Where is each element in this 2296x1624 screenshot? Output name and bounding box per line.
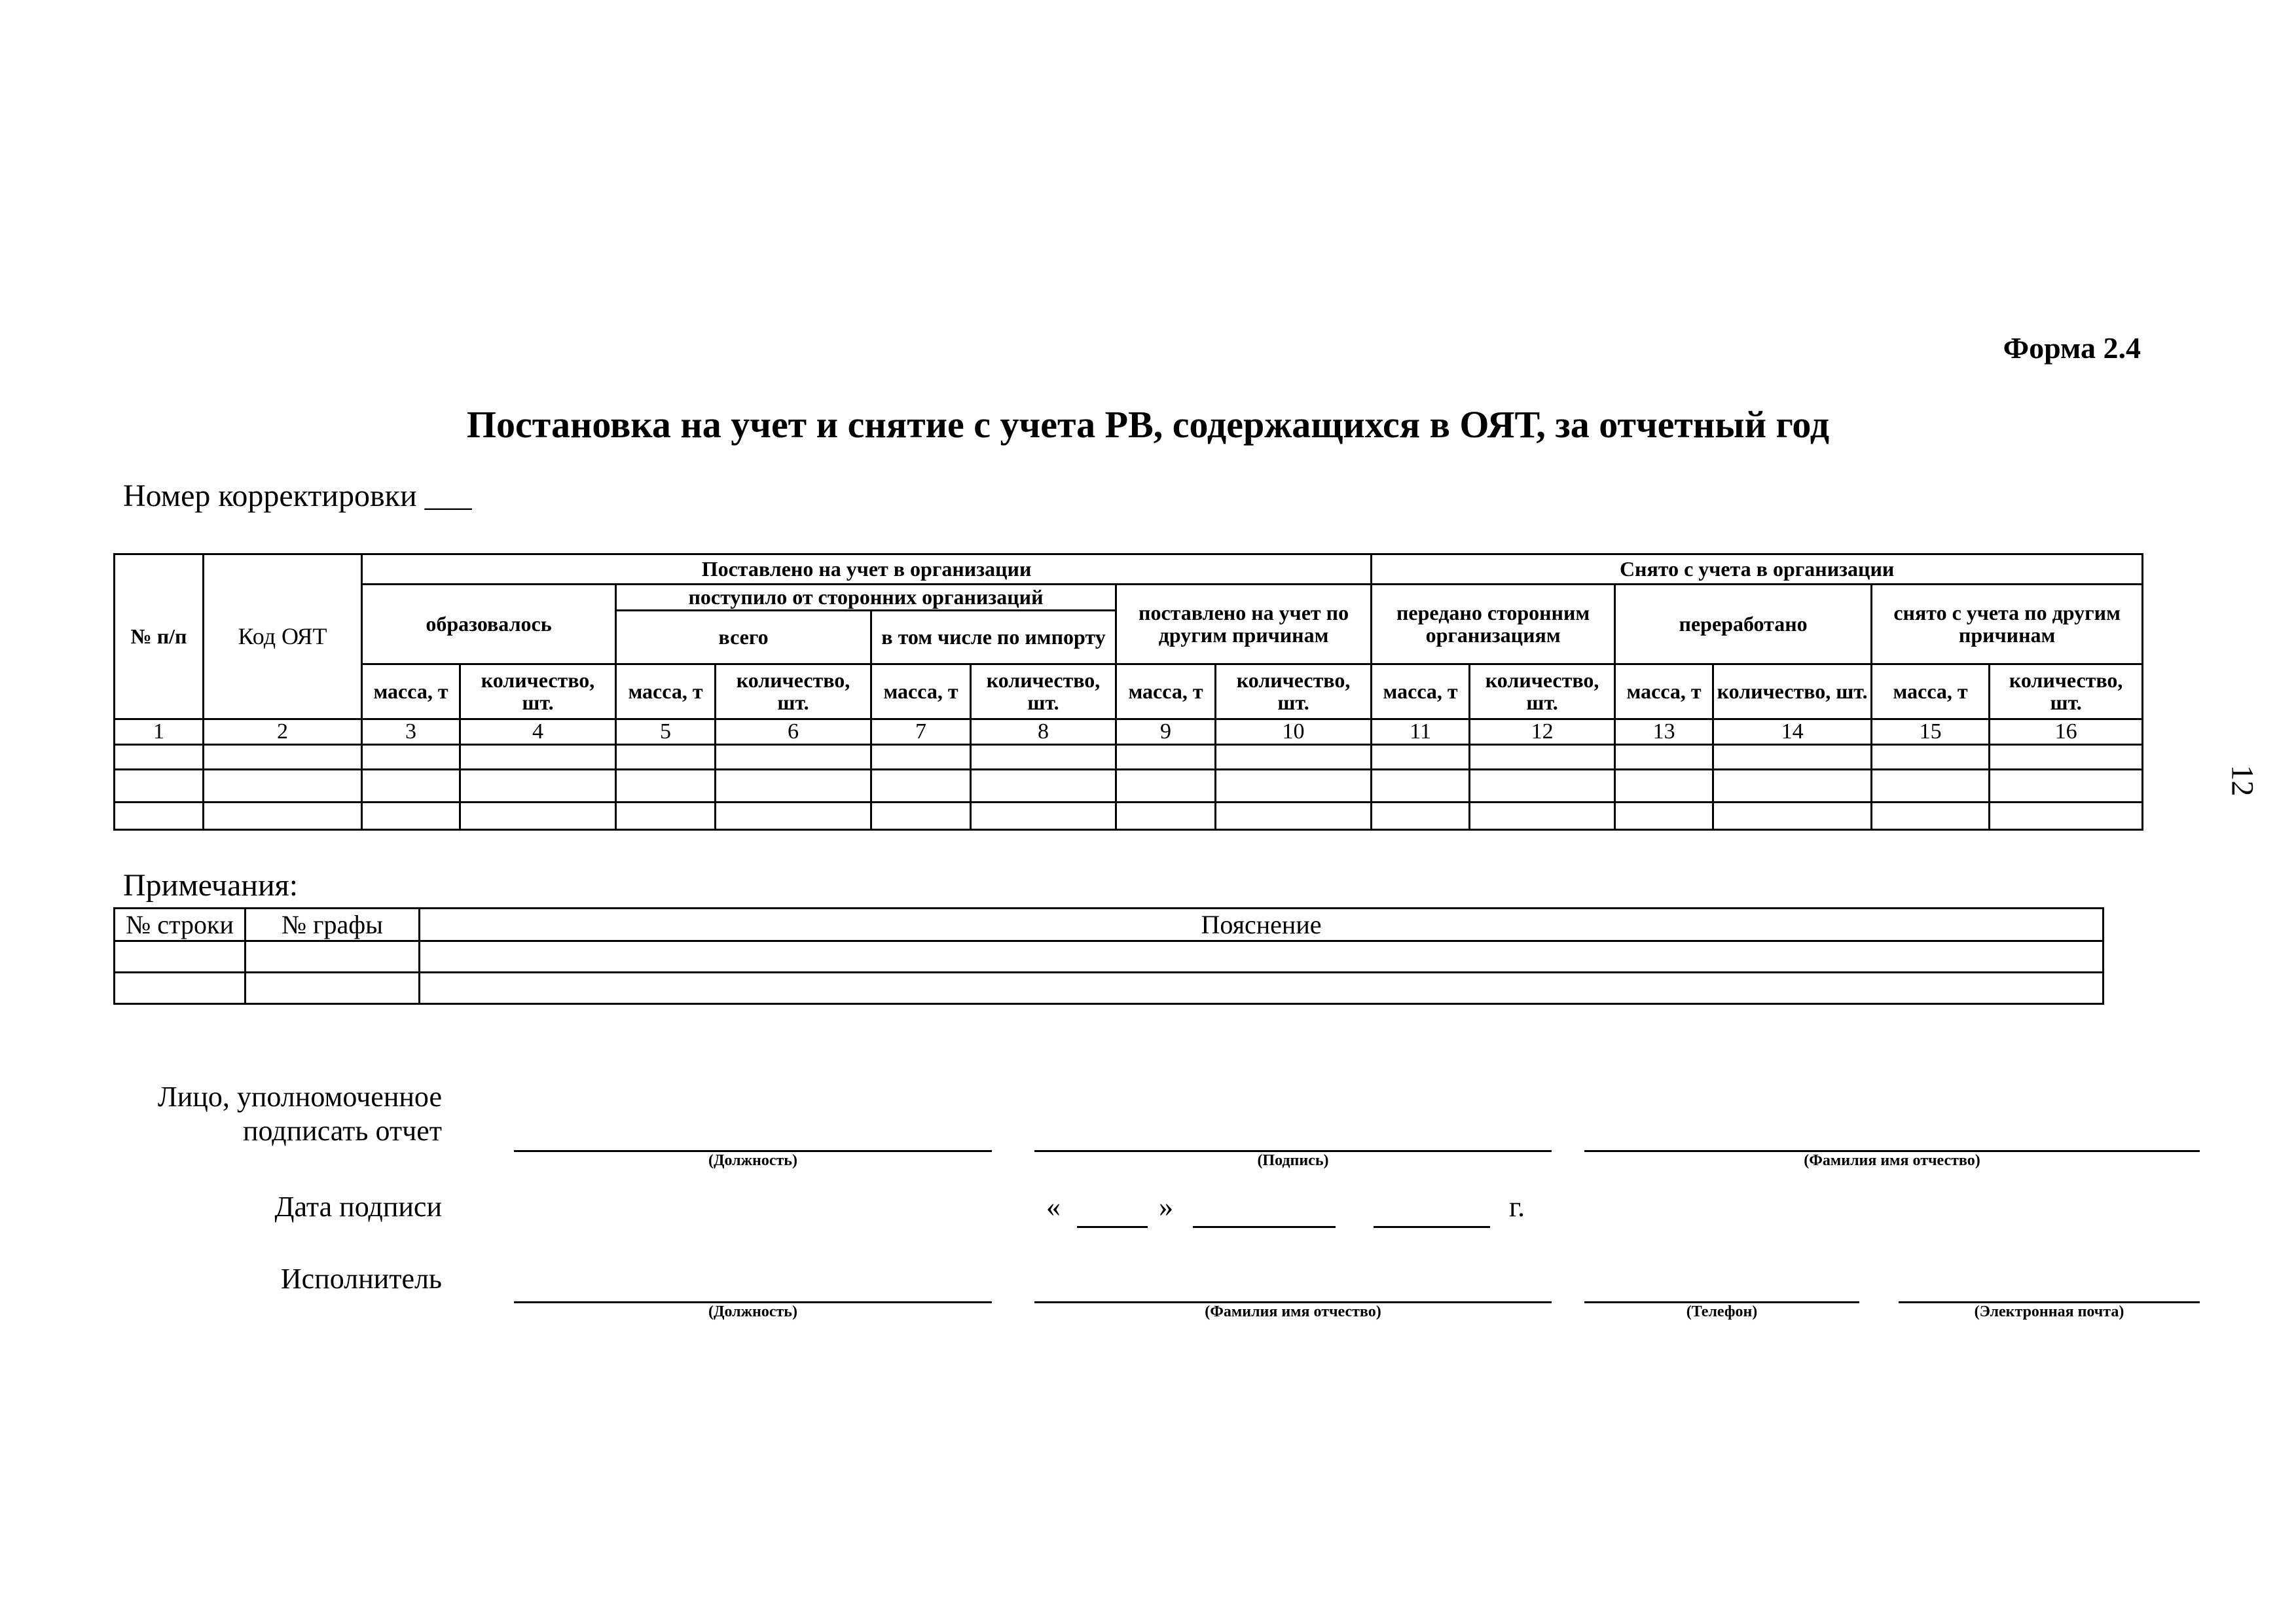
table-row[interactable] <box>115 802 2143 829</box>
column-number: 8 <box>971 719 1116 745</box>
header-mass: масса, т <box>616 664 716 719</box>
phone-caption: (Телефон) <box>1686 1303 1758 1320</box>
notes-title: Примечания: <box>123 868 299 903</box>
header-quantity: количество, шт. <box>460 664 616 719</box>
sub-header-total: всего <box>616 611 871 664</box>
header-mass: масса, т <box>1615 664 1713 719</box>
sub-header-import: в том числе по импорту <box>871 611 1116 664</box>
notes-header-row-no: № строки <box>115 909 246 941</box>
col-header-no: № п/п <box>115 554 204 719</box>
correction-number-field: Номер корректировки ___ <box>123 478 472 513</box>
column-number: 5 <box>616 719 716 745</box>
document-title: Постановка на учет и снятие с учета РВ, содержащихся в ОЯТ, за отчетный год <box>466 403 1830 446</box>
date-open-quote: « <box>1046 1191 1061 1223</box>
executor-label: Исполнитель <box>280 1263 442 1295</box>
header-mass: масса, т <box>1116 664 1216 719</box>
table-row[interactable] <box>115 973 2104 1004</box>
sub-header-other-removed: снято с учета по другим причинам <box>1872 585 2143 664</box>
notes-header-explanation: Пояснение <box>420 909 2104 941</box>
column-number: 9 <box>1116 719 1216 745</box>
sub-header-other-registered: поставлено на учет по другим причинам <box>1116 585 1372 664</box>
column-number: 16 <box>1990 719 2143 745</box>
header-quantity: количество, шт. <box>1216 664 1372 719</box>
header-mass: масса, т <box>1372 664 1470 719</box>
registration-table <box>113 553 2143 831</box>
fullname-caption: (Фамилия имя отчество) <box>1804 1152 1980 1169</box>
column-number: 1 <box>115 719 204 745</box>
column-number: 6 <box>716 719 871 745</box>
date-close-quote: » <box>1159 1191 1173 1223</box>
date-year-suffix: г. <box>1509 1191 1525 1223</box>
column-number: 15 <box>1872 719 1990 745</box>
column-number: 2 <box>204 719 362 745</box>
header-quantity: количество, шт. <box>1990 664 2143 719</box>
table-row[interactable] <box>115 941 2104 973</box>
header-quantity: количество, шт. <box>971 664 1116 719</box>
authorized-person-label: Лицо, уполномоченное подписать отчет <box>157 1081 442 1147</box>
column-number: 11 <box>1372 719 1470 745</box>
column-number: 3 <box>362 719 460 745</box>
header-mass: масса, т <box>1872 664 1990 719</box>
header-quantity: количество, шт. <box>716 664 871 719</box>
table-row[interactable] <box>115 769 2143 802</box>
header-quantity: количество, шт. <box>1470 664 1615 719</box>
column-number: 13 <box>1615 719 1713 745</box>
header-mass: масса, т <box>362 664 460 719</box>
column-number: 4 <box>460 719 616 745</box>
sub-header-transferred: передано сторонним организациям <box>1372 585 1615 664</box>
group-header-removed: Снято с учета в организации <box>1372 554 2143 585</box>
column-number: 12 <box>1470 719 1615 745</box>
column-number: 10 <box>1216 719 1372 745</box>
sub-header-received: поступило от сторонних организаций <box>616 585 1116 611</box>
col-header-code: Код ОЯТ <box>204 554 362 719</box>
executor-position-caption: (Должность) <box>708 1303 797 1320</box>
group-header-registered: Поставлено на учет в организации <box>362 554 1372 585</box>
date-month-line[interactable] <box>1193 1226 1336 1228</box>
header-mass: масса, т <box>871 664 971 719</box>
header-quantity: количество, шт. <box>1713 664 1872 719</box>
date-year-line[interactable] <box>1374 1226 1490 1228</box>
notes-table <box>113 907 2104 1005</box>
column-number: 14 <box>1713 719 1872 745</box>
sub-header-processed: переработано <box>1615 585 1872 664</box>
form-number: Форма 2.4 <box>2003 331 2141 365</box>
table-row[interactable] <box>115 744 2143 769</box>
executor-fullname-caption: (Фамилия имя отчество) <box>1205 1303 1381 1320</box>
email-caption: (Электронная почта) <box>1974 1303 2124 1320</box>
signature-caption: (Подпись) <box>1257 1152 1329 1169</box>
signature-date-label: Дата подписи <box>274 1191 442 1223</box>
notes-header-column-no: № графы <box>246 909 420 941</box>
sub-header-formed: образовалось <box>362 585 616 664</box>
position-caption: (Должность) <box>708 1152 797 1169</box>
page-number: 12 <box>2225 765 2260 797</box>
date-day-line[interactable] <box>1077 1226 1148 1228</box>
column-number-row <box>115 719 2143 745</box>
column-number: 7 <box>871 719 971 745</box>
